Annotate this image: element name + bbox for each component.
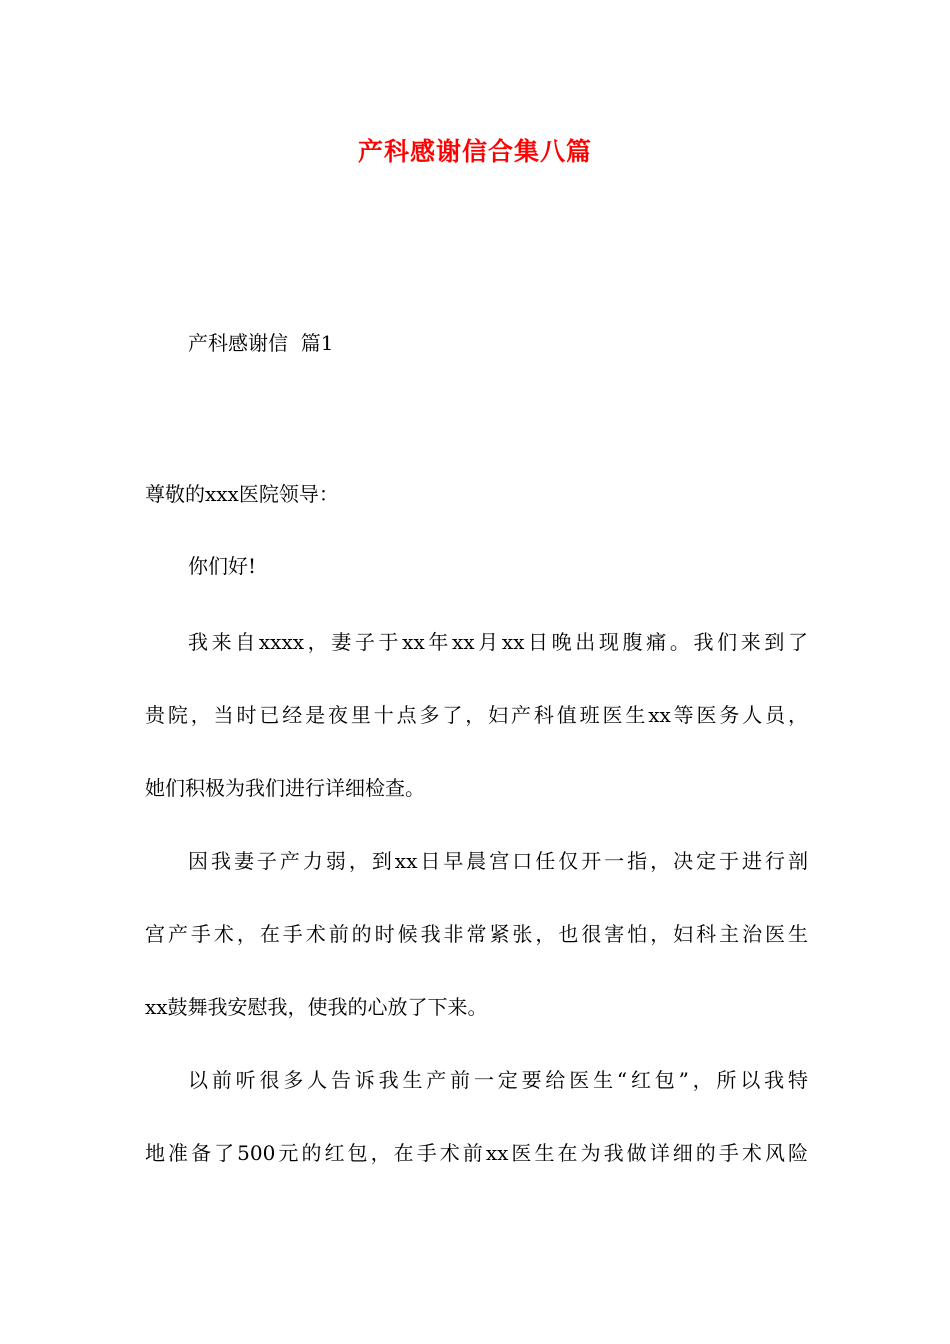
document-title: 产科感谢信合集八篇 [357, 137, 592, 166]
paragraph-line: 以前听很多人告诉我生产前一定要给医生“红包”，所以我特 [188, 1068, 808, 1092]
paragraph-line: 贵院，当时已经是夜里十点多了，妇产科值班医生xx等医务人员， [145, 703, 808, 727]
paragraph-line: 地准备了500元的红包，在手术前xx医生在为我做详细的手术风险 [145, 1141, 808, 1165]
paragraph-2 [145, 825, 808, 1044]
paragraph-line: 宫产手术，在手术前的时候我非常紧张，也很害怕，妇科主治医生 [145, 922, 808, 946]
paragraph-line: 她们积极为我们进行详细检查。 [145, 776, 425, 800]
greeting: 你们好! [188, 554, 257, 578]
paragraph-1 [145, 606, 808, 825]
paragraph-line: 我来自xxxx，妻子于xx年xx月xx日晚出现腹痛。我们来到了 [188, 630, 808, 654]
paragraph-line: xx鼓舞我安慰我，使我的心放了下来。 [145, 995, 488, 1019]
paragraph-3 [145, 1044, 808, 1190]
paragraph-line: 因我妻子产力弱，到xx日早晨宫口任仅开一指，决定于进行剖 [188, 849, 808, 873]
salutation: 尊敬的xxx医院领导： [145, 482, 339, 506]
section-heading: 产科感谢信 篇1 [188, 331, 334, 355]
